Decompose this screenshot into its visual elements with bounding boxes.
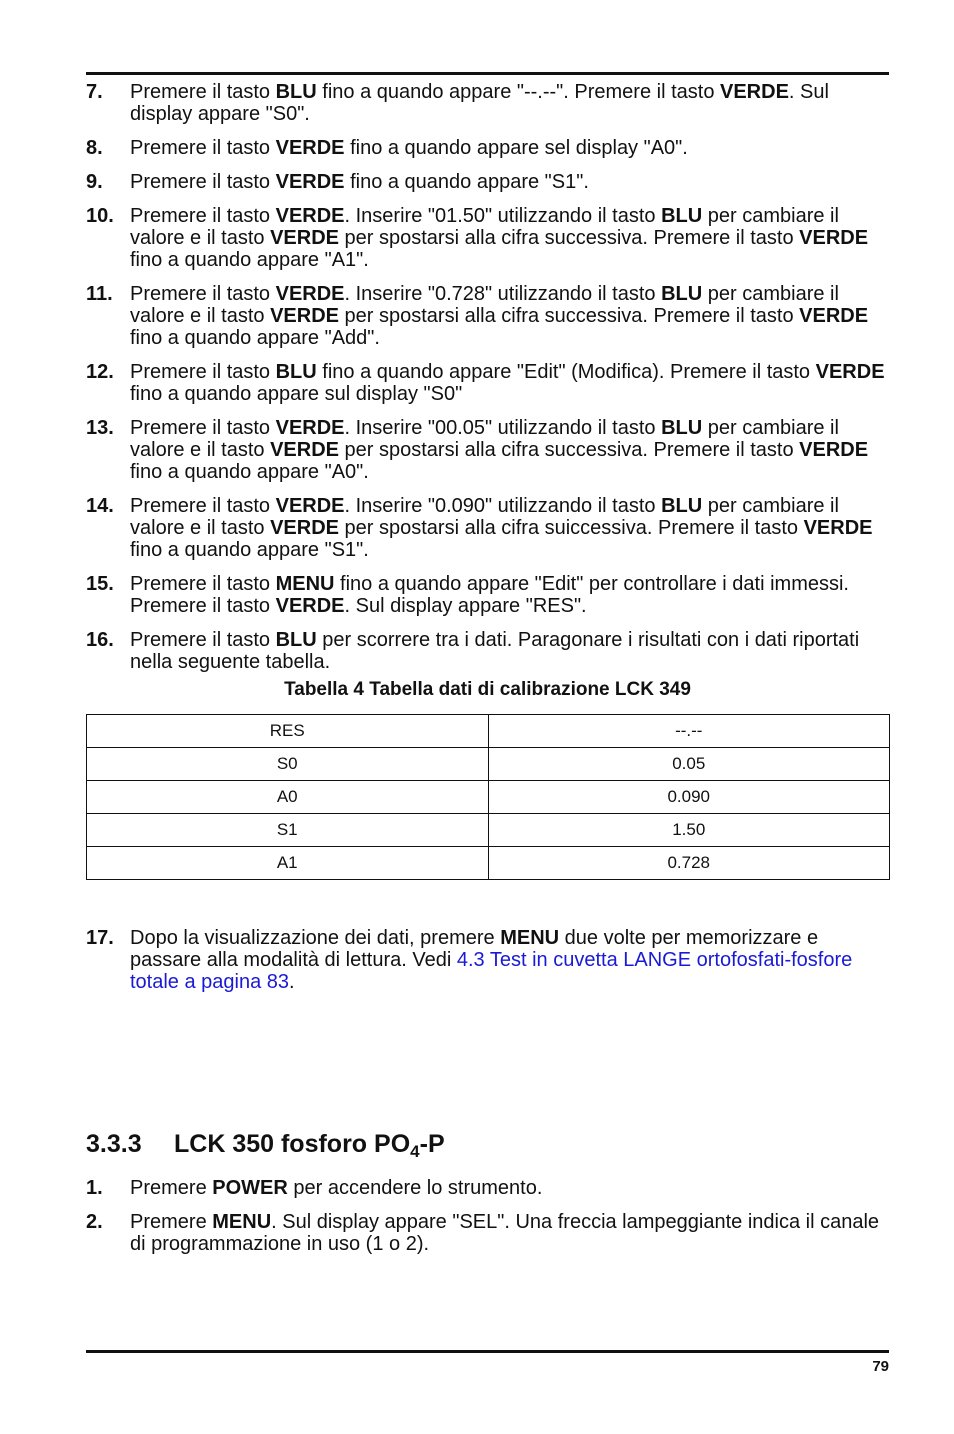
step-text: Premere il tasto xyxy=(130,361,276,383)
page-number: 79 xyxy=(872,1358,889,1375)
table-row xyxy=(87,715,890,748)
list-item xyxy=(86,205,889,271)
instruction-list-b xyxy=(86,1177,889,1267)
list-item xyxy=(86,283,889,349)
key-name: VERDE xyxy=(270,439,339,461)
step-text: fino a quando appare "A1". xyxy=(130,249,369,271)
table-row xyxy=(87,748,890,781)
step-text: fino a quando appare "--.--". Premere il tasto xyxy=(316,81,720,103)
section-number: 3.3.3 xyxy=(86,1130,142,1158)
key-name: BLU xyxy=(275,81,317,103)
step-text: Premere il tasto xyxy=(130,573,276,595)
key-name: VERDE xyxy=(799,227,869,249)
step-text: Premere il tasto xyxy=(130,495,276,517)
list-item xyxy=(86,629,889,673)
list-item xyxy=(86,573,889,617)
table-row xyxy=(87,814,890,847)
step-text: . Inserire "01.50" utilizzando il tasto xyxy=(344,205,662,227)
step-number: 14. xyxy=(86,495,114,517)
key-name: VERDE xyxy=(815,361,885,383)
key-name: BLU xyxy=(661,417,703,439)
step-text: Premere xyxy=(130,1177,213,1199)
list-item xyxy=(86,417,889,483)
instruction-list-a xyxy=(86,81,889,685)
step-text: . Inserire "0.728" utilizzando il tasto xyxy=(344,283,662,305)
step-text: Premere il tasto xyxy=(130,283,276,305)
step-number: 10. xyxy=(86,205,114,227)
step-text: . Sul display appare "RES". xyxy=(344,595,587,617)
step-number: 9. xyxy=(86,171,103,193)
step-text: Premere il tasto xyxy=(130,205,276,227)
step-text: per spostarsi alla cifra suiccessiva. Premere il tasto xyxy=(338,517,804,539)
step-text: per spostarsi alla cifra successiva. Premere il tasto xyxy=(338,305,800,327)
step-text: per scorrere tra i dati. Paragonare i risultati con i dati riportati nella seguente tabella. xyxy=(130,629,860,673)
list-item xyxy=(86,495,889,561)
cross-reference-link[interactable]: 4.3 Test in cuvetta LANGE ortofosfati-fosfore totale a pagina 83 xyxy=(130,949,853,993)
step-number: 17. xyxy=(86,927,114,949)
key-name: VERDE xyxy=(275,171,345,193)
step-text: fino a quando appare "A0". xyxy=(130,461,369,483)
key-name: VERDE xyxy=(275,595,345,617)
step-number: 12. xyxy=(86,361,114,383)
key-name: BLU xyxy=(275,361,317,383)
step-text: per cambiare il valore e il tasto xyxy=(130,283,839,327)
step-text: fino a quando appare sel display "A0". xyxy=(344,137,688,159)
step-text: Premere il tasto xyxy=(130,81,276,103)
key-name: VERDE xyxy=(803,517,873,539)
step-text: per cambiare il valore e il tasto xyxy=(130,417,839,461)
key-name: BLU xyxy=(661,283,703,305)
step-text: Premere il tasto xyxy=(130,629,276,651)
step-text: fino a quando appare sul display "S0" xyxy=(130,383,463,405)
key-name: VERDE xyxy=(275,417,345,439)
step-number: 16. xyxy=(86,629,114,651)
value-cell: 0.05 xyxy=(488,748,890,781)
step-text: . Sul display appare "SEL". Una freccia lampeggiante indica il canale di programmazione in uso (1 o 2). xyxy=(130,1211,880,1255)
parameter-cell: RES xyxy=(87,715,489,748)
step-text: fino a quando appare "S1". xyxy=(130,539,369,561)
key-name: VERDE xyxy=(275,283,345,305)
table-row xyxy=(87,781,890,814)
step-number: 2. xyxy=(86,1211,103,1233)
value-cell: 1.50 xyxy=(488,814,890,847)
step-number: 7. xyxy=(86,81,103,103)
step-text: due volte per memorizzare e passare alla modalità di lettura. Vedi xyxy=(130,927,819,971)
list-item xyxy=(86,81,889,125)
step-text: Dopo la visualizzazione dei dati, premere xyxy=(130,927,501,949)
parameter-cell: S0 xyxy=(87,748,489,781)
table-caption: Tabella 4 Tabella dati di calibrazione LCK 349 xyxy=(284,679,691,700)
step-text: Premere il tasto xyxy=(130,137,276,159)
step-text: . Sul display appare "S0". xyxy=(130,81,829,125)
parameter-cell: A0 xyxy=(87,781,489,814)
key-name: BLU xyxy=(661,205,703,227)
key-name: MENU xyxy=(500,927,560,949)
value-cell: 0.728 xyxy=(488,847,890,880)
bottom-rule xyxy=(86,1350,889,1353)
step-number: 8. xyxy=(86,137,103,159)
step-text: Premere il tasto xyxy=(130,171,276,193)
step-text: Premere xyxy=(130,1211,213,1233)
section-title-main: LCK 350 fosforo PO xyxy=(174,1130,411,1158)
key-name: POWER xyxy=(212,1177,288,1199)
parameter-cell: A1 xyxy=(87,847,489,880)
list-item xyxy=(86,1211,889,1255)
step-text: . Inserire "00.05" utilizzando il tasto xyxy=(344,417,662,439)
key-name: VERDE xyxy=(275,205,345,227)
key-name: VERDE xyxy=(270,305,339,327)
step-text: per spostarsi alla cifra successiva. Premere il tasto xyxy=(338,227,800,249)
step-number: 13. xyxy=(86,417,114,439)
step-text: fino a quando appare "Edit" per controllare i dati immessi. Premere il tasto xyxy=(130,573,849,617)
section-title-subscript: 4 xyxy=(410,1142,420,1161)
key-name: VERDE xyxy=(720,81,789,103)
step-text: fino a quando appare "Add". xyxy=(130,327,380,349)
step-number: 11. xyxy=(86,283,113,305)
key-name: VERDE xyxy=(275,137,345,159)
key-name: MENU xyxy=(212,1211,272,1233)
parameter-cell: S1 xyxy=(87,814,489,847)
key-name: VERDE xyxy=(799,439,869,461)
step-text: . Inserire "0.090" utilizzando il tasto xyxy=(344,495,662,517)
step-text: fino a quando appare "S1". xyxy=(344,171,589,193)
step-text: Premere il tasto xyxy=(130,417,276,439)
list-item xyxy=(86,1177,889,1199)
list-item xyxy=(86,137,889,159)
top-rule xyxy=(86,72,889,75)
calibration-table xyxy=(86,714,890,880)
list-item xyxy=(86,361,889,405)
key-name: BLU xyxy=(661,495,703,517)
section-title-suffix: -P xyxy=(419,1130,445,1158)
list-item xyxy=(86,927,889,993)
section-heading xyxy=(86,1130,445,1162)
step-number: 1. xyxy=(86,1177,103,1199)
value-cell: --.-- xyxy=(488,715,890,748)
value-cell: 0.090 xyxy=(488,781,890,814)
step-number: 15. xyxy=(86,573,114,595)
list-item xyxy=(86,171,889,193)
step-text: fino a quando appare "Edit" (Modifica). Premere il tasto xyxy=(316,361,816,383)
step-text: . xyxy=(289,971,295,993)
key-name: VERDE xyxy=(275,495,345,517)
instruction-list-17 xyxy=(86,927,889,1005)
step-text: per spostarsi alla cifra successiva. Premere il tasto xyxy=(338,439,800,461)
step-text: per cambiare il valore e il tasto xyxy=(130,495,839,539)
key-name: VERDE xyxy=(270,517,339,539)
key-name: VERDE xyxy=(799,305,869,327)
table-row xyxy=(87,847,890,880)
step-text: per accendere lo strumento. xyxy=(287,1177,543,1199)
step-text: per cambiare il valore e il tasto xyxy=(130,205,839,249)
key-name: BLU xyxy=(275,629,317,651)
key-name: MENU xyxy=(275,573,335,595)
key-name: VERDE xyxy=(270,227,339,249)
